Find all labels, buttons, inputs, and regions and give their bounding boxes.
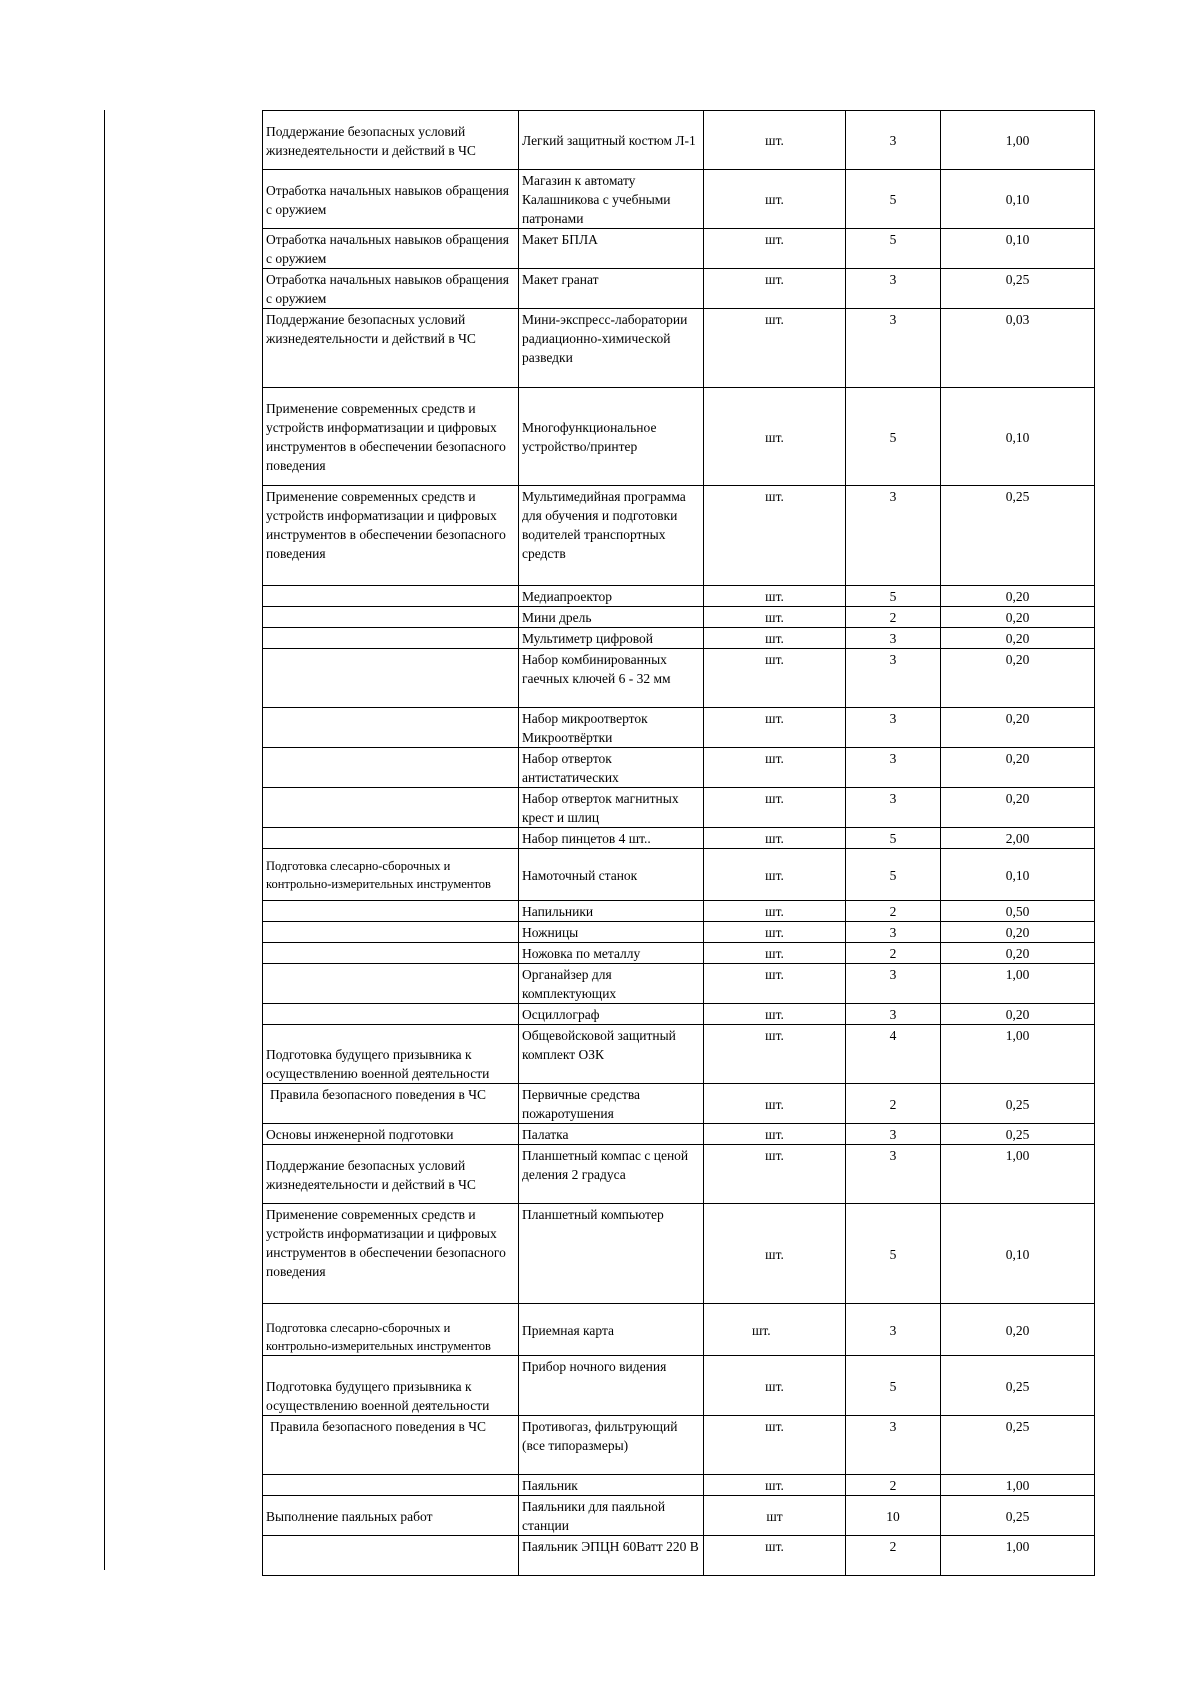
table-row <box>263 229 1095 269</box>
coefficient-cell: 0,50 <box>941 901 1095 922</box>
equipment-name-cell: Макет гранат <box>519 269 704 309</box>
coefficient-cell: 1,00 <box>941 1025 1095 1084</box>
coefficient-cell: 0,03 <box>941 309 1095 388</box>
quantity-cell: 3 <box>846 309 941 388</box>
quantity-cell: 5 <box>846 170 941 229</box>
equipment-name-cell: Макет БПЛА <box>519 229 704 269</box>
equipment-name-cell: Паяльники для паяльной станции <box>519 1496 704 1536</box>
coefficient-cell: 1,00 <box>941 964 1095 1004</box>
section-cell: Применение современных средств и устройств информатизации и цифровых инструментов в обеспечении безопасного поведения <box>263 1204 519 1304</box>
coefficient-cell: 0,20 <box>941 586 1095 607</box>
unit-cell: шт. <box>704 1536 846 1576</box>
quantity-cell: 3 <box>846 628 941 649</box>
coefficient-cell: 0,25 <box>941 1124 1095 1145</box>
coefficient-cell: 0,25 <box>941 1416 1095 1475</box>
equipment-name-cell: Противогаз, фильтрующий (все типоразмеры) <box>519 1416 704 1475</box>
quantity-cell: 2 <box>846 901 941 922</box>
section-cell: Выполнение паяльных работ <box>263 1496 519 1536</box>
unit-cell: шт. <box>704 1004 846 1025</box>
quantity-cell: 3 <box>846 964 941 1004</box>
equipment-name-cell: Первичные средства пожаротушения <box>519 1084 704 1124</box>
equipment-name-cell: Набор комбинированных гаечных ключей 6 - 32 мм <box>519 649 704 708</box>
section-cell <box>263 922 519 943</box>
quantity-cell: 3 <box>846 788 941 828</box>
equipment-name-cell: Планшетный компас с ценой деления 2 градуса <box>519 1145 704 1204</box>
coefficient-cell: 0,10 <box>941 229 1095 269</box>
equipment-name-cell: Магазин к автомату Калашникова с учебными патронами <box>519 170 704 229</box>
section-cell: Отработка начальных навыков обращения с оружием <box>263 269 519 309</box>
equipment-name-cell: Набор отверток антистатических <box>519 748 704 788</box>
quantity-cell: 5 <box>846 828 941 849</box>
section-cell <box>263 943 519 964</box>
coefficient-cell: 0,10 <box>941 170 1095 229</box>
quantity-cell: 3 <box>846 1145 941 1204</box>
unit-cell: шт. <box>704 943 846 964</box>
unit-cell: шт. <box>704 1084 846 1124</box>
equipment-name-cell: Осциллограф <box>519 1004 704 1025</box>
table-row <box>263 748 1095 788</box>
quantity-cell: 2 <box>846 1475 941 1496</box>
coefficient-cell: 1,00 <box>941 111 1095 170</box>
table-row <box>263 901 1095 922</box>
unit-cell: шт. <box>704 1475 846 1496</box>
unit-cell: шт. <box>704 964 846 1004</box>
section-cell: Правила безопасного поведения в ЧС <box>263 1416 519 1475</box>
table-row <box>263 964 1095 1004</box>
equipment-name-cell: Набор микроотверток Микроотвёртки <box>519 708 704 748</box>
table-row <box>263 708 1095 748</box>
quantity-cell: 2 <box>846 607 941 628</box>
table-row <box>263 486 1095 586</box>
section-cell <box>263 628 519 649</box>
unit-cell: шт. <box>704 788 846 828</box>
section-cell <box>263 1004 519 1025</box>
quantity-cell: 5 <box>846 1356 941 1416</box>
unit-cell: шт. <box>704 229 846 269</box>
table-row <box>263 788 1095 828</box>
table-row <box>263 1124 1095 1145</box>
equipment-name-cell: Планшетный компьютер <box>519 1204 704 1304</box>
coefficient-cell: 0,20 <box>941 649 1095 708</box>
section-cell: Поддержание безопасных условий жизнедеятельности и действий в ЧС <box>263 1145 519 1204</box>
equipment-name-cell: Легкий защитный костюм Л-1 <box>519 111 704 170</box>
coefficient-cell: 0,25 <box>941 1084 1095 1124</box>
quantity-cell: 3 <box>846 1304 941 1356</box>
unit-cell: шт. <box>704 486 846 586</box>
coefficient-cell: 0,20 <box>941 628 1095 649</box>
coefficient-cell: 0,25 <box>941 486 1095 586</box>
quantity-cell: 5 <box>846 586 941 607</box>
table-row <box>263 586 1095 607</box>
unit-cell: шт. <box>704 1356 846 1416</box>
unit-cell: шт. <box>704 111 846 170</box>
coefficient-cell: 0,20 <box>941 1304 1095 1356</box>
table-row <box>263 922 1095 943</box>
equipment-name-cell: Набор отверток магнитных крест и шлиц <box>519 788 704 828</box>
table-row <box>263 111 1095 170</box>
equipment-name-cell: Ножовка по металлу <box>519 943 704 964</box>
unit-cell: шт. <box>704 922 846 943</box>
unit-cell: шт. <box>704 828 846 849</box>
quantity-cell: 3 <box>846 111 941 170</box>
section-cell: Отработка начальных навыков обращения с оружием <box>263 229 519 269</box>
unit-cell: шт. <box>704 1416 846 1475</box>
equipment-name-cell: Прибор ночного видения <box>519 1356 704 1416</box>
unit-cell: шт. <box>704 708 846 748</box>
section-cell: Подготовка будущего призывника к осуществлению военной деятельности <box>263 1356 519 1416</box>
table-row <box>263 1356 1095 1416</box>
coefficient-cell: 0,20 <box>941 708 1095 748</box>
table-row <box>263 1004 1095 1025</box>
quantity-cell: 4 <box>846 1025 941 1084</box>
quantity-cell: 3 <box>846 748 941 788</box>
table-row <box>263 269 1095 309</box>
coefficient-cell: 0,20 <box>941 607 1095 628</box>
equipment-name-cell: Ножницы <box>519 922 704 943</box>
section-cell: Поддержание безопасных условий жизнедеятельности и действий в ЧС <box>263 111 519 170</box>
coefficient-cell: 0,25 <box>941 269 1095 309</box>
section-cell: Правила безопасного поведения в ЧС <box>263 1084 519 1124</box>
table-row <box>263 1204 1095 1304</box>
coefficient-cell: 2,00 <box>941 828 1095 849</box>
equipment-name-cell: Палатка <box>519 1124 704 1145</box>
section-cell: Подготовка слесарно-сборочных и контрольно-измерительных инструментов <box>263 1304 519 1356</box>
equipment-name-cell: Органайзер для комплектующих <box>519 964 704 1004</box>
unit-cell: шт. <box>704 309 846 388</box>
section-cell: Применение современных средств и устройств информатизации и цифровых инструментов в обеспечении безопасного поведения <box>263 486 519 586</box>
equipment-name-cell: Мини дрель <box>519 607 704 628</box>
coefficient-cell: 0,25 <box>941 1496 1095 1536</box>
coefficient-cell: 1,00 <box>941 1475 1095 1496</box>
quantity-cell: 2 <box>846 1084 941 1124</box>
unit-cell: шт. <box>704 901 846 922</box>
section-cell <box>263 586 519 607</box>
section-cell: Отработка начальных навыков обращения с оружием <box>263 170 519 229</box>
coefficient-cell: 0,20 <box>941 748 1095 788</box>
equipment-name-cell: Мультимедийная программа для обучения и подготовки водителей транспортных средств <box>519 486 704 586</box>
section-cell: Применение современных средств и устройств информатизации и цифровых инструментов в обеспечении безопасного поведения <box>263 388 519 486</box>
coefficient-cell: 0,25 <box>941 1356 1095 1416</box>
section-cell: Подготовка слесарно-сборочных и контрольно-измерительных инструментов <box>263 849 519 901</box>
section-cell <box>263 748 519 788</box>
quantity-cell: 5 <box>846 1204 941 1304</box>
unit-cell: шт. <box>704 607 846 628</box>
quantity-cell: 3 <box>846 1416 941 1475</box>
section-cell: Основы инженерной подготовки <box>263 1124 519 1145</box>
quantity-cell: 3 <box>846 1124 941 1145</box>
table-row <box>263 309 1095 388</box>
quantity-cell: 3 <box>846 486 941 586</box>
table-row <box>263 1025 1095 1084</box>
equipment-name-cell: Паяльник <box>519 1475 704 1496</box>
quantity-cell: 3 <box>846 922 941 943</box>
equipment-name-cell: Намоточный станок <box>519 849 704 901</box>
table-row <box>263 170 1095 229</box>
equipment-name-cell: Мини-экспресс-лаборатории радиационно-химической разведки <box>519 309 704 388</box>
unit-cell: шт. <box>704 1025 846 1084</box>
unit-cell: шт. <box>704 388 846 486</box>
unit-cell: шт. <box>704 586 846 607</box>
quantity-cell: 3 <box>846 708 941 748</box>
coefficient-cell: 0,10 <box>941 388 1095 486</box>
coefficient-cell: 0,20 <box>941 1004 1095 1025</box>
equipment-name-cell: Приемная карта <box>519 1304 704 1356</box>
coefficient-cell: 1,00 <box>941 1145 1095 1204</box>
quantity-cell: 2 <box>846 943 941 964</box>
section-cell <box>263 964 519 1004</box>
equipment-name-cell: Многофункциональное устройство/принтер <box>519 388 704 486</box>
section-cell <box>263 607 519 628</box>
equipment-name-cell: Набор пинцетов 4 шт.. <box>519 828 704 849</box>
table-row <box>263 943 1095 964</box>
unit-cell: шт. <box>704 1304 846 1356</box>
quantity-cell: 5 <box>846 229 941 269</box>
unit-cell: шт. <box>704 170 846 229</box>
quantity-cell: 3 <box>846 269 941 309</box>
coefficient-cell: 0,20 <box>941 922 1095 943</box>
quantity-cell: 2 <box>846 1536 941 1576</box>
left-margin-line <box>104 110 105 1570</box>
section-cell <box>263 708 519 748</box>
quantity-cell: 5 <box>846 849 941 901</box>
section-cell: Поддержание безопасных условий жизнедеятельности и действий в ЧС <box>263 309 519 388</box>
section-cell <box>263 649 519 708</box>
unit-cell: шт. <box>704 1124 846 1145</box>
table-row <box>263 828 1095 849</box>
coefficient-cell: 0,10 <box>941 1204 1095 1304</box>
unit-cell: шт. <box>704 849 846 901</box>
section-cell <box>263 828 519 849</box>
quantity-cell: 3 <box>846 649 941 708</box>
equipment-table <box>262 110 1095 1576</box>
section-cell <box>263 901 519 922</box>
table-row <box>263 607 1095 628</box>
table-row <box>263 1496 1095 1536</box>
coefficient-cell: 1,00 <box>941 1536 1095 1576</box>
table-row <box>263 1304 1095 1356</box>
table-row <box>263 649 1095 708</box>
quantity-cell: 3 <box>846 1004 941 1025</box>
quantity-cell: 5 <box>846 388 941 486</box>
equipment-table-body <box>263 111 1095 1576</box>
equipment-name-cell: Паяльник ЭПЦН 60Ватт 220 В <box>519 1536 704 1576</box>
table-row <box>263 1145 1095 1204</box>
table-row <box>263 1536 1095 1576</box>
coefficient-cell: 0,10 <box>941 849 1095 901</box>
unit-cell: шт. <box>704 1204 846 1304</box>
coefficient-cell: 0,20 <box>941 788 1095 828</box>
table-row <box>263 1416 1095 1475</box>
unit-cell: шт. <box>704 1145 846 1204</box>
unit-cell: шт. <box>704 649 846 708</box>
unit-cell: шт. <box>704 628 846 649</box>
section-cell <box>263 1536 519 1576</box>
section-cell: Подготовка будущего призывника к осуществлению военной деятельности <box>263 1025 519 1084</box>
unit-cell: шт <box>704 1496 846 1536</box>
coefficient-cell: 0,20 <box>941 943 1095 964</box>
equipment-name-cell: Медиапроектор <box>519 586 704 607</box>
table-row <box>263 628 1095 649</box>
quantity-cell: 10 <box>846 1496 941 1536</box>
equipment-name-cell: Общевойсковой защитный комплект ОЗК <box>519 1025 704 1084</box>
table-row <box>263 1475 1095 1496</box>
equipment-name-cell: Напильники <box>519 901 704 922</box>
table-row <box>263 1084 1095 1124</box>
table-row <box>263 849 1095 901</box>
section-cell <box>263 1475 519 1496</box>
table-row <box>263 388 1095 486</box>
unit-cell: шт. <box>704 269 846 309</box>
unit-cell: шт. <box>704 748 846 788</box>
equipment-name-cell: Мультиметр цифровой <box>519 628 704 649</box>
section-cell <box>263 788 519 828</box>
